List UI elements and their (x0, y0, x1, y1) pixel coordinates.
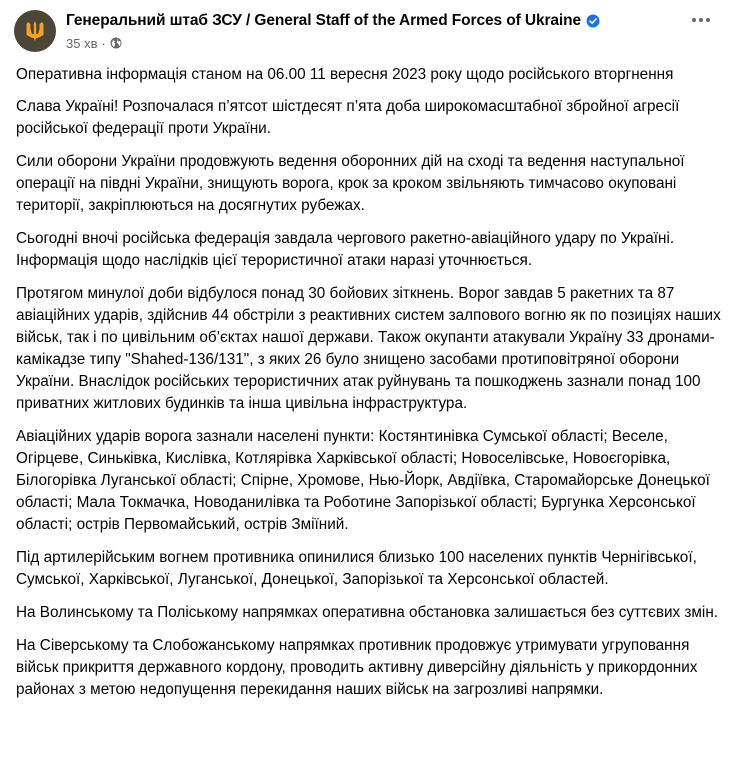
more-options-icon-dot (699, 18, 703, 22)
page-name-link[interactable]: Генеральний штаб ЗСУ / General Staff of the Armed Forces of Ukraine (66, 12, 582, 29)
post-paragraph: Під артилерійським вогнем противника опинилися близько 100 населених пунктів Чернігівської, Сумської, Харківської, Луганської, Донецької, Запорізької та Херсонської областей. (16, 549, 697, 588)
verified-badge-icon (586, 14, 600, 28)
avatar[interactable] (14, 10, 56, 52)
post-meta (66, 10, 600, 52)
post-body (16, 64, 721, 712)
meta-separator: · (101, 35, 106, 51)
more-options-icon-dot (692, 18, 696, 22)
more-options-button[interactable] (685, 8, 717, 32)
post-paragraph: Сили оборони України продовжують ведення оборонних дій на сході та ведення наступальної операції на півдні України, знищують ворога, крок за кроком звільняють тимчасово окуповані території, закріплюються на досягнутих рубежах. (16, 153, 685, 214)
more-options-icon-dot (706, 18, 710, 22)
trident-icon (25, 20, 45, 42)
post-timestamp-link[interactable]: 35 хв (66, 35, 98, 51)
post-header (14, 10, 715, 54)
post-paragraph: На Волинському та Поліському напрямках оперативна обстановка залишається без суттєвих змін. (16, 604, 719, 621)
post-paragraph: Оперативна інформація станом на 06.00 11 вересня 2023 року щодо російського вторгнення (16, 66, 674, 83)
globe-icon[interactable] (110, 37, 122, 49)
post-paragraph: Авіаційних ударів ворога зазнали населені пункти: Костянтинівка Сумської області; Веселе, Огірцеве, Синьківка, Кислівка, Котлярівка Харківської області; Новоселівське, Новоєгорівка, Білогорівка Луганської області; Спірне, Хромове, Нью-Йорк, Авдіївка, Старомайорське Донецької області; Мала Токмачка, Новоданилівка та Роботине Запорізької області; Бургунка Херсонської області; острів Первомайський, острів Зміїний. (16, 428, 710, 533)
post-paragraph: На Сіверському та Слобожанському напрямках противник продовжує утримувати угруповання військ прикриття державного кордону, проводить активну диверсійну діяльність у прикордонних районах з метою недопущення перекидання наших військ на загрозливі напрямки. (16, 637, 698, 698)
post-paragraph: Слава Україні! Розпочалася п’ятсот шістдесят п’ята доба широкомасштабної збройної агресії російської федерації проти України. (16, 98, 680, 137)
post-paragraph: Протягом минулої доби відбулося понад 30 бойових зіткнень. Ворог завдав 5 ракетних та 87 авіаційних ударів, здійснив 44 обстріли з реактивних систем залпового вогню як по позиціях наших військ, так і по цивільним об’єктах нашої держави. Також окупанти атакували Україну 33 дронами-камікадзе типу "Shahed-136/131", з яких 26 було знищено засобами протиповітряної оборони України. Внаслідок російських терористичних атак руйнувань та пошкоджень зазнали понад 100 приватних житлових будинків та інша цивільна інфраструктура. (16, 285, 721, 412)
post-paragraph: Сьогодні вночі російська федерація завдала чергового ракетно-авіаційного удару по Україні. Інформація щодо наслідків цієї терористичної атаки наразі уточнюється. (16, 230, 675, 269)
